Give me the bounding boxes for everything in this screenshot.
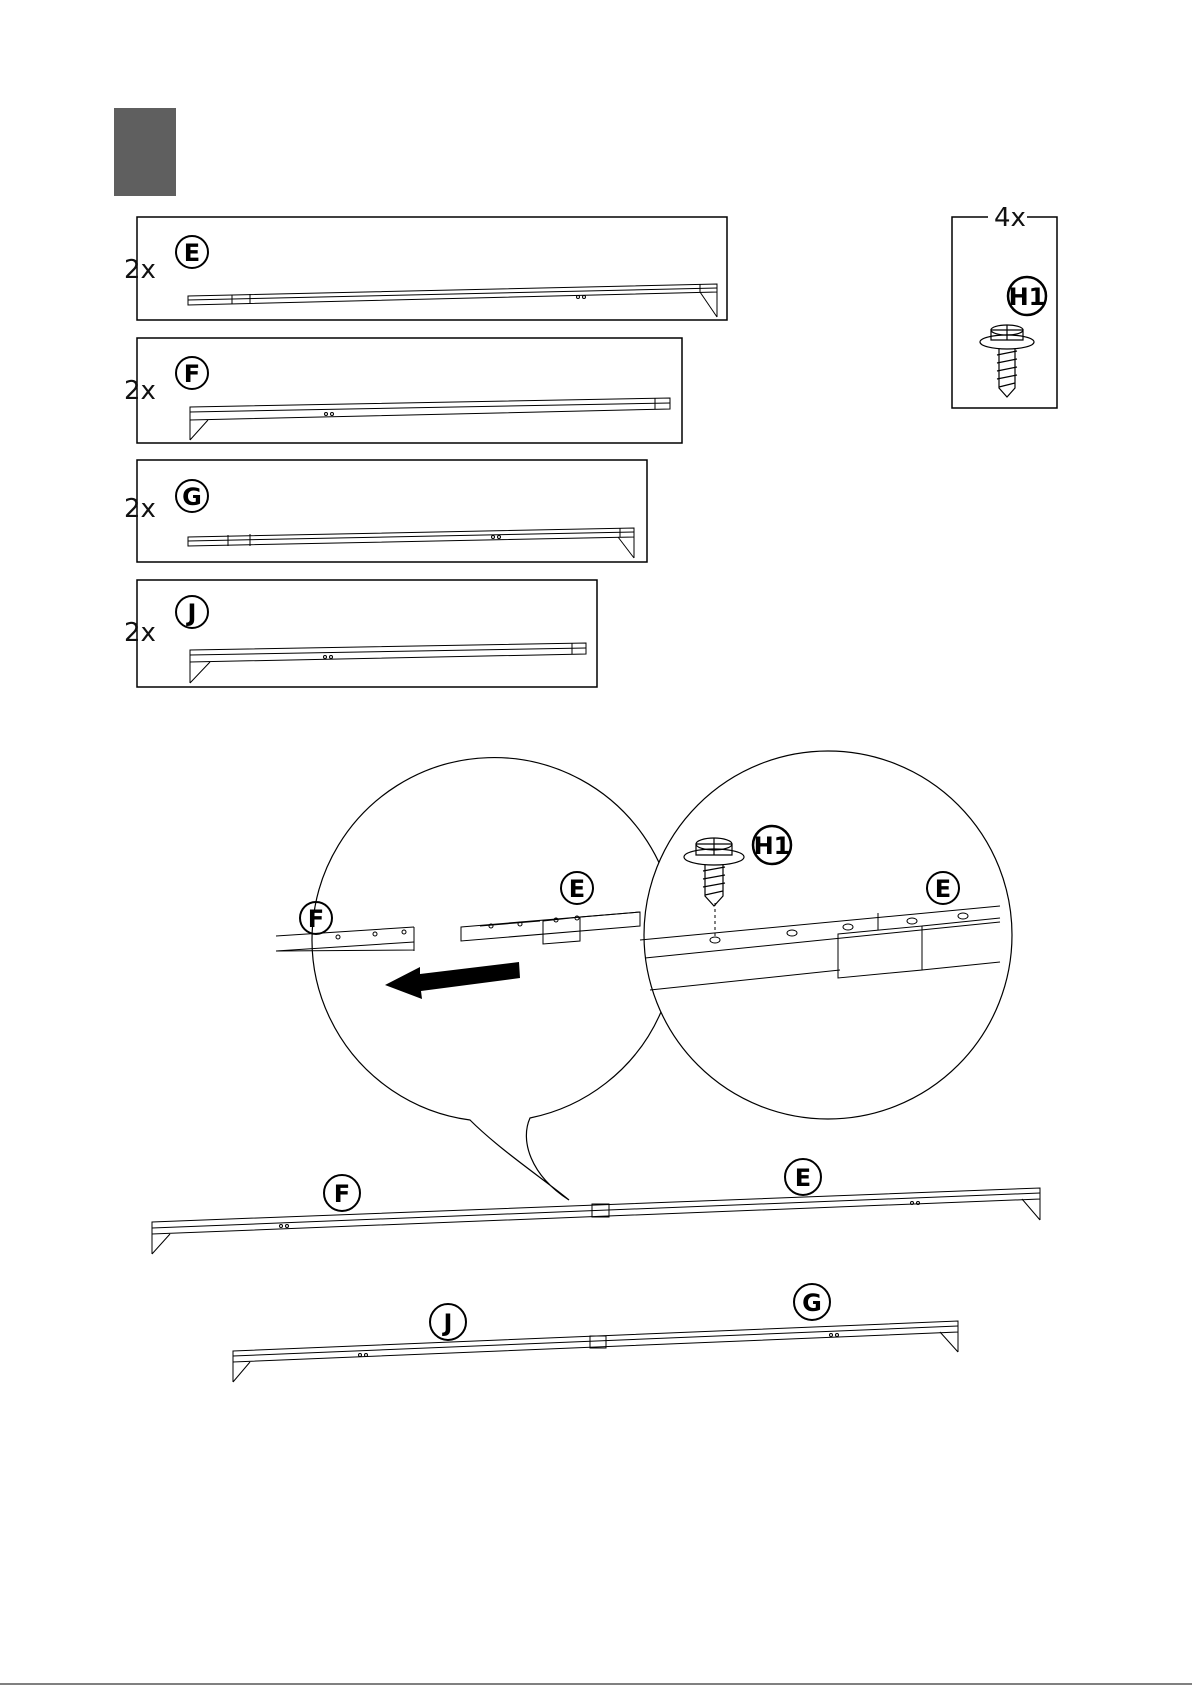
detail-bubble-right [640,751,1012,1119]
rail-g-drawing [188,528,634,558]
part-e-label: E [183,239,201,267]
hardware-qty: 4x [994,203,1026,233]
assembly-top-label-f: F [333,1180,351,1208]
step-marker [114,108,176,196]
screw-icon [980,325,1034,397]
hardware-box-h1 [952,203,1057,408]
part-g-qty: 2x [124,494,156,524]
assembly-top-label-e: E [794,1164,812,1192]
rail-e-drawing [188,284,717,317]
part-box-f [124,338,682,443]
detail-bubble-left [276,758,676,1200]
hardware-label: H1 [1008,283,1046,311]
part-g-label: G [182,483,202,511]
detail-left-label-f: F [307,905,325,933]
rail-f-drawing [190,398,670,440]
part-f-label: F [183,360,201,388]
part-box-g [124,460,647,562]
part-box-e [124,217,727,320]
detail-left-label-e: E [568,875,586,903]
assembly-bottom-label-j: J [443,1309,453,1337]
part-j-qty: 2x [124,618,156,648]
assembly-bottom-label-g: G [802,1289,822,1317]
part-f-qty: 2x [124,376,156,406]
rail-j-drawing [190,643,586,683]
part-j-label: J [187,599,197,627]
assembly-rail-f-e [152,1159,1040,1254]
part-e-qty: 2x [124,255,156,285]
detail-right-label-e: E [934,875,952,903]
part-box-j [124,580,597,687]
detail-right-label-h1: H1 [753,832,791,860]
assembly-rail-j-g [233,1284,958,1382]
